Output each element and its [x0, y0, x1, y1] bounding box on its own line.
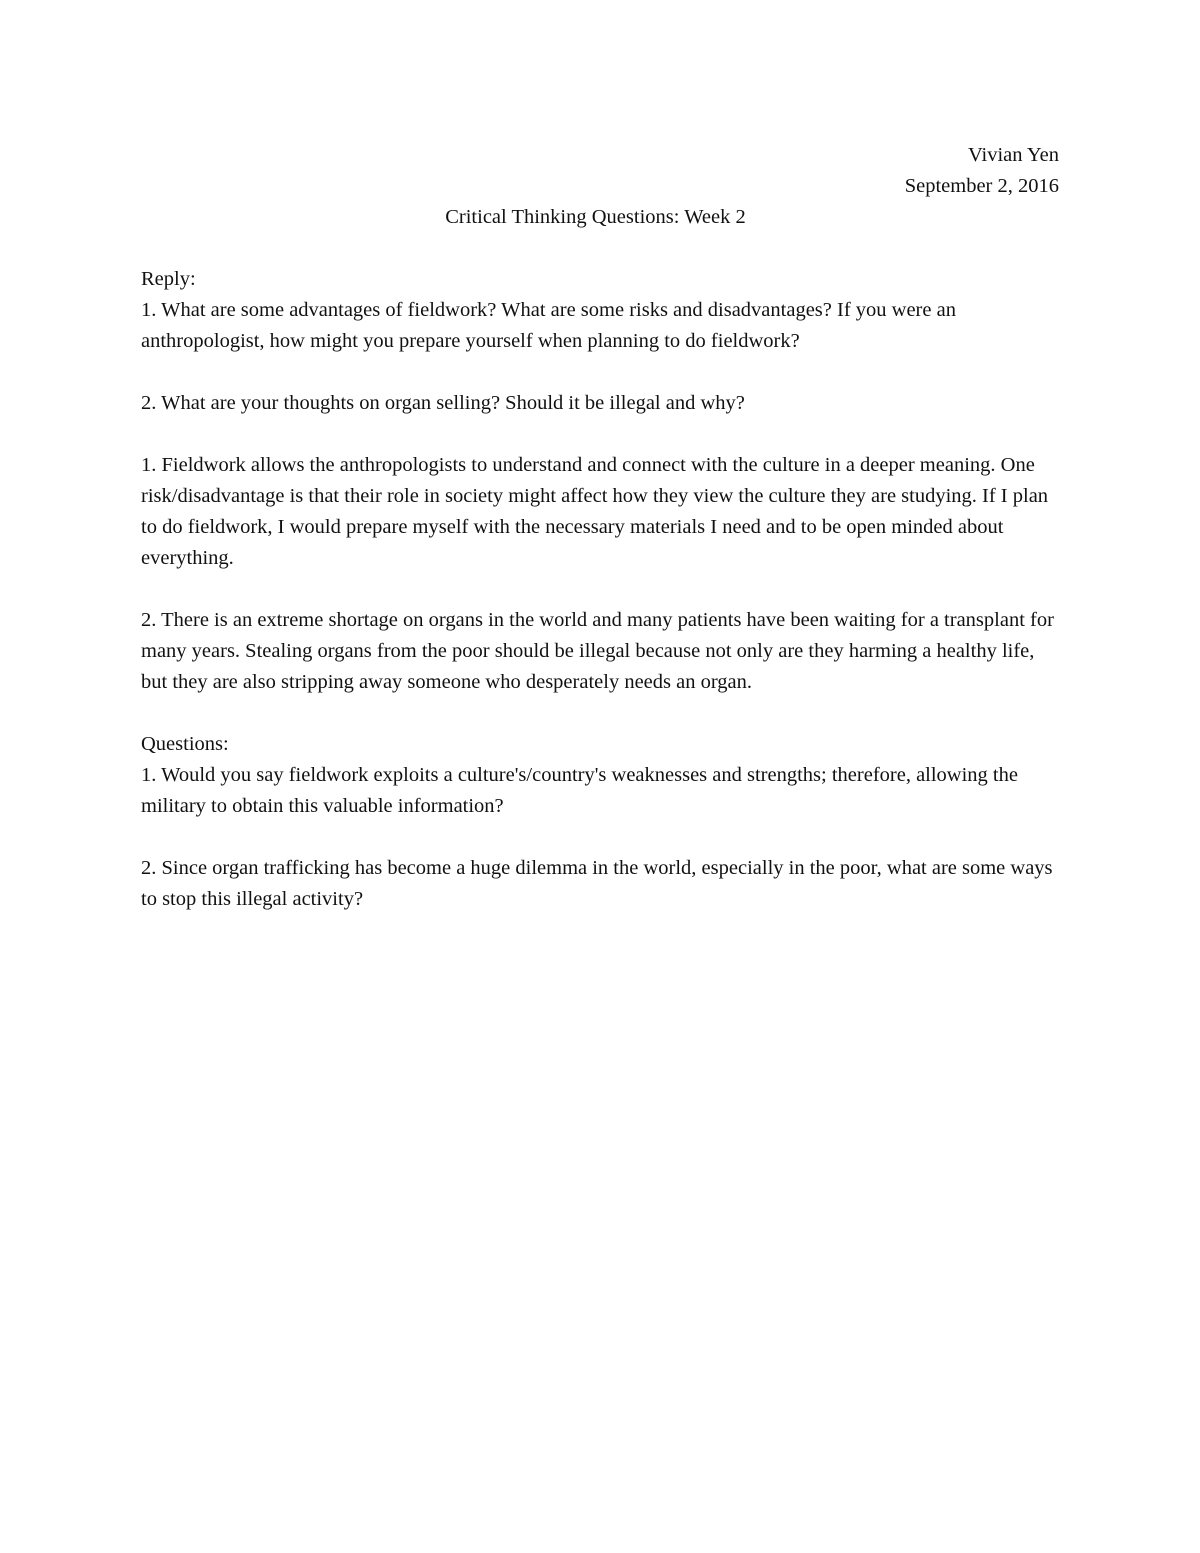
- questions-section: [141, 729, 1059, 915]
- document-title: Critical Thinking Questions: Week 2: [445, 206, 746, 228]
- reply-answer-1: 1. Fieldwork allows the anthropologists to understand and connect with the culture in a deeper meaning. One risk/disadvantage is that their role in society might affect how they view the culture they are studying. If I plan to do fieldwork, I would prepare myself with the necessary materials I need and to be open minded about everything.: [141, 454, 1049, 569]
- reply-heading: Reply:: [141, 268, 196, 290]
- question-2: 2. Since organ trafficking has become a huge dilemma in the world, especially in the poor, what are some ways to stop this illegal activity?: [141, 857, 1053, 910]
- question-1: 1. Would you say fieldwork exploits a culture's/country's weaknesses and strengths; therefore, allowing the military to obtain this valuable information?: [141, 764, 1018, 817]
- document-date: September 2, 2016: [904, 175, 1059, 197]
- reply-answer-2: 2. There is an extreme shortage on organs in the world and many patients have been waiting for a transplant for many years. Stealing organs from the poor should be illegal because not only are they harming a healthy life, but they are also stripping away someone who desperately needs an organ.: [141, 609, 1054, 693]
- questions-heading: Questions:: [141, 733, 229, 755]
- reply-prompt-2: 2. What are your thoughts on organ selling? Should it be illegal and why?: [141, 392, 745, 414]
- document-body: [141, 140, 1059, 915]
- reply-prompt-1: 1. What are some advantages of fieldwork? What are some risks and disadvantages? If you were an anthropologist, how might you prepare yourself when planning to do fieldwork?: [141, 299, 956, 352]
- reply-section: [141, 264, 1059, 698]
- author-name: Vivian Yen: [967, 144, 1059, 166]
